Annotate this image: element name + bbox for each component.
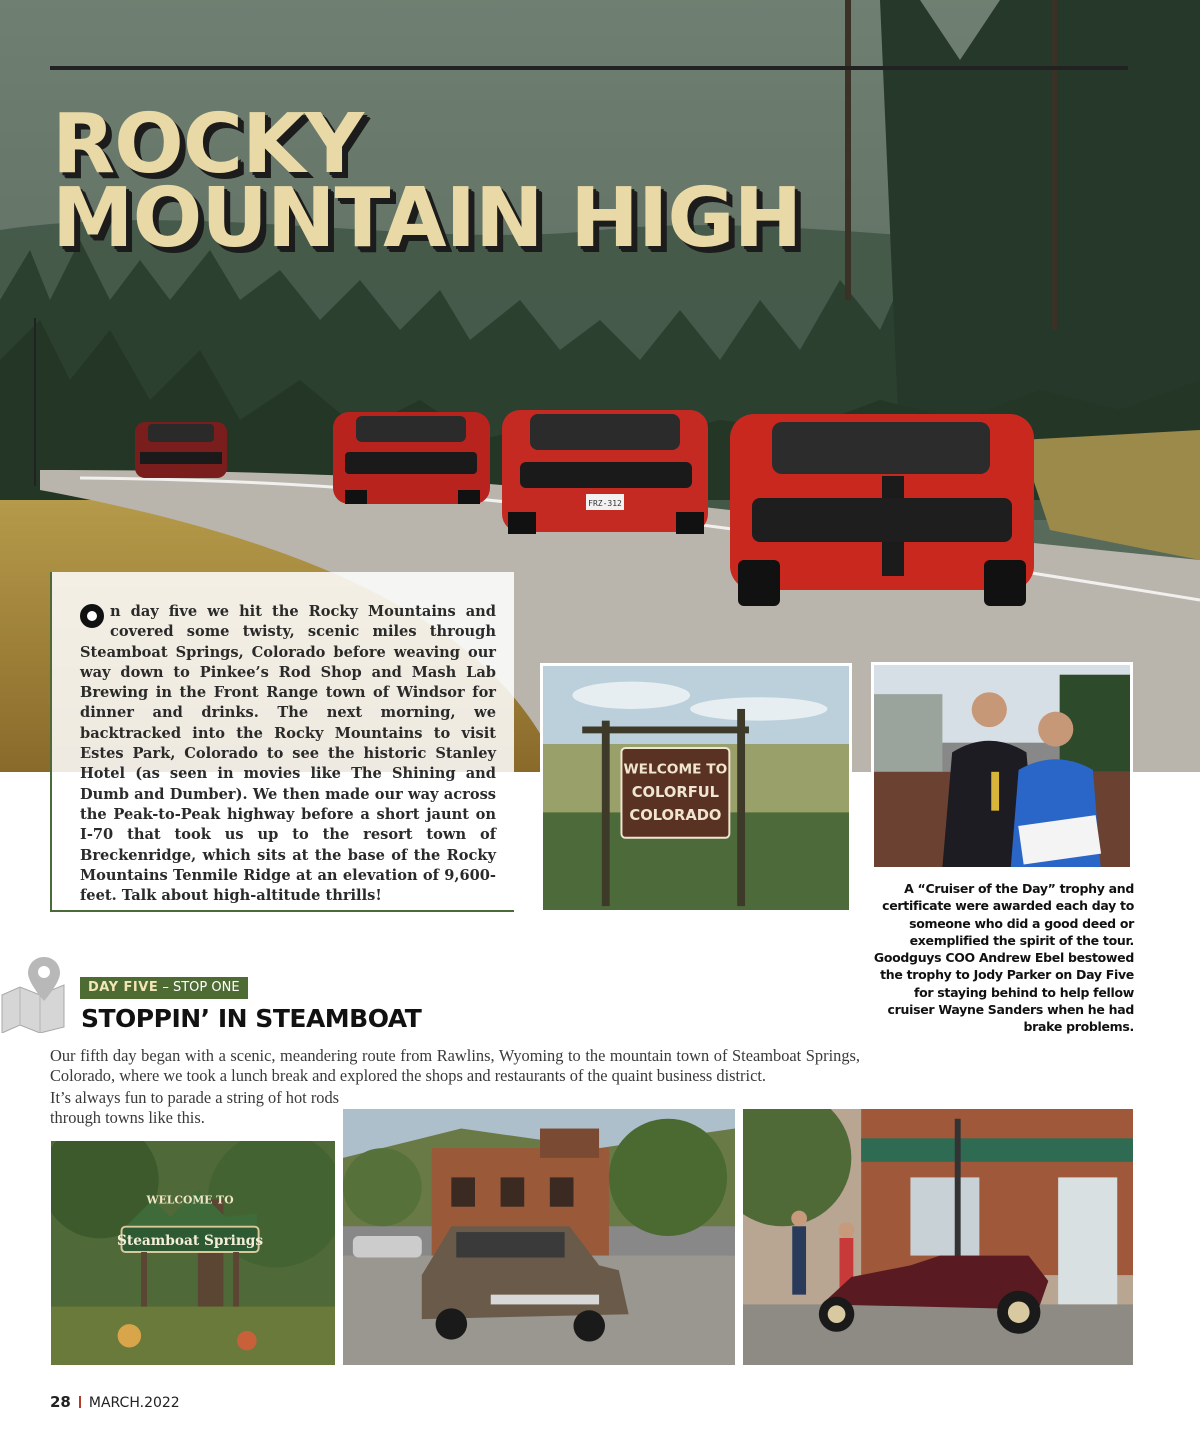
day-tag — [80, 977, 248, 999]
photo-woody-wagon — [340, 1106, 738, 1368]
photo-colorado-sign — [540, 663, 852, 913]
sign-line-3: COLORADO — [629, 807, 722, 825]
steamboat-sign-top: WELCOME TO — [146, 1193, 234, 1207]
day-tag-bold: DAY FIVE — [88, 980, 159, 995]
day-tag-rest: – STOP ONE — [158, 980, 240, 995]
car-1 — [135, 422, 227, 478]
photo-steamboat-sign — [48, 1138, 338, 1368]
colorado-sign-illustration — [543, 666, 849, 910]
left-rule — [34, 318, 36, 486]
trophy-illustration — [874, 665, 1130, 867]
steamboat-sign-illustration — [51, 1141, 335, 1365]
section-body-2: It’s always fun to parade a string of hot rods through towns like this. — [50, 1088, 340, 1127]
section-body-1: Our fifth day began with a scenic, meandering route from Rawlins, Wyoming to the mountain town of Steamboat Springs, Colorado, where we took a lunch break and explored the shops and restaurants of the quaint business district. — [50, 1046, 860, 1085]
intro-text: n day five we hit the Rocky Mountains and covered some twisty, scenic miles through Steamboat Springs, Colorado before weaving our way down to Pinkee’s Rod Shop and Mash Lab Brewing in the Front Range town of Windsor for dinner and drinks. The next morning, we backtracked into the Rocky Mountains to visit Estes Park, Colorado to see the historic Stanley Hotel (as seen in movies like The Shining and Dumb and Dumber). We then made our way across the Peak-to-Peak highway before a short jaunt on I-70 that took us up to the resort town of Breckenridge, which sits at the base of the Rocky Mountains Tenmile Ridge at an elevation of 9,600-feet. Talk about high-altitude thrills! — [80, 603, 496, 905]
headline: ROCKY MOUNTAIN HIGH — [52, 97, 802, 266]
photo-trophy — [871, 662, 1133, 870]
page-number: 28 — [50, 1393, 71, 1411]
license-plate: FRZ-312 — [588, 499, 622, 508]
issue-date: MARCH.2022 — [88, 1395, 180, 1411]
top-rule — [50, 66, 1128, 70]
car-3 — [502, 410, 708, 534]
sign-line-1: WELCOME TO — [623, 761, 728, 778]
woody-wagon-illustration — [343, 1109, 735, 1365]
sign-line-2: COLORFUL — [631, 783, 720, 801]
dropcap-o — [80, 604, 104, 628]
map-pin-icon — [0, 955, 70, 1033]
folio-separator — [79, 1396, 81, 1408]
car-2 — [333, 412, 490, 504]
trophy-caption: A “Cruiser of the Day” trophy and certificate were awarded each day to someone who did a good deed or exemplified the spirit of the tour. Goodguys COO Andrew Ebel bestowed the trophy to Jody Parker on Day Five for staying behind to help fellow cruiser Wayne Sanders when he had brake problems. — [873, 881, 1134, 1035]
intro-paragraph — [80, 602, 496, 906]
photo-roadster — [740, 1106, 1136, 1368]
steamboat-sign-main: Steamboat Springs — [117, 1233, 264, 1250]
section-title: STOPPIN’ IN STEAMBOAT — [81, 1004, 422, 1033]
roadster-illustration — [743, 1109, 1133, 1365]
page-folio — [50, 1393, 180, 1411]
intro-box — [50, 572, 514, 912]
car-4 — [730, 414, 1034, 606]
